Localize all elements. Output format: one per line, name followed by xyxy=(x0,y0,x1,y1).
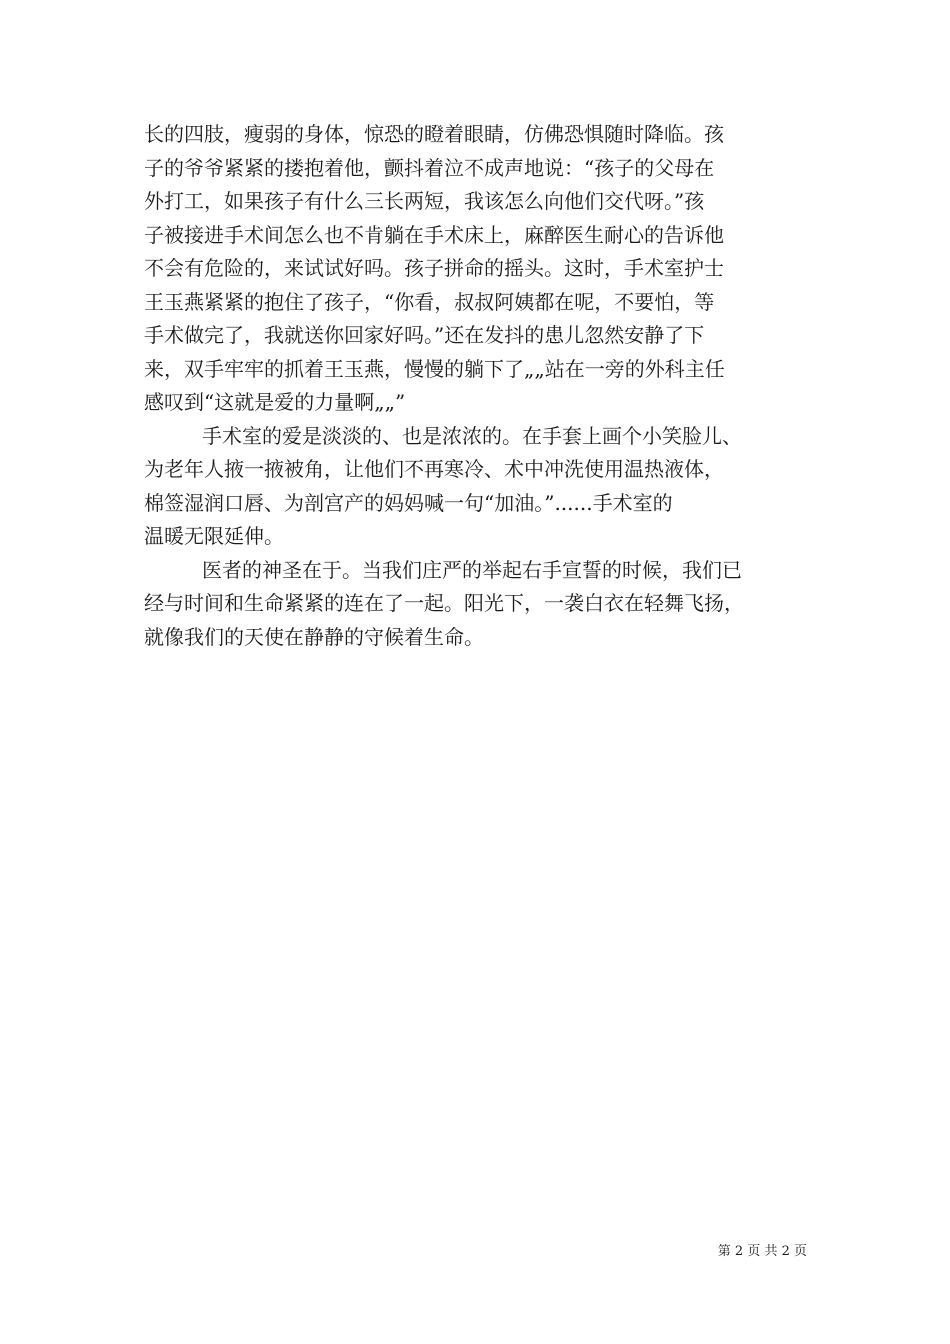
text-line: 不会有危险的，来试试好吗。孩子拼命的摇头。这时，手术室护士 xyxy=(144,256,724,280)
text-line: 王玉燕紧紧的抱住了孩子，“你看，叔叔阿姨都在呢，不要怕，等 xyxy=(144,289,715,314)
text-line: 手术做完了，我就送你回家好吗。”还在发抖的患儿忽然安静了下 xyxy=(144,323,705,347)
paragraph-first-line: 医者的神圣在于。当我们庄严的举起右手宣誓的时候，我们已 xyxy=(202,557,742,582)
document-body xyxy=(144,118,812,654)
text-line: 子被接进手术间怎么也不肯躺在手术床上，麻醉医生耐心的告诉他 xyxy=(144,222,724,247)
page-number-footer: 第 2 页 共 2 页 xyxy=(717,1244,807,1259)
paragraph-first-line: 手术室的爱是淡淡的、也是浓浓的。在手套上画个小笑脸儿、 xyxy=(202,423,742,448)
text-line: 经与时间和生命紧紧的连在了一起。阳光下，一袭白衣在轻舞飞扬， xyxy=(144,591,744,615)
text-line: 感叹到“这就是爱的力量啊„„” xyxy=(144,390,406,414)
text-line: 温暖无限延伸。 xyxy=(144,524,284,548)
text-line: 就像我们的天使在静静的守候着生命。 xyxy=(144,624,484,649)
text-line: 外打工，如果孩子有什么三长两短，我该怎么向他们交代呀。”孩 xyxy=(144,189,705,213)
text-line: 棉签湿润口唇、为剖宫产的妈妈喊一句“加油。”......手术室的 xyxy=(144,490,673,515)
text-line: 为老年人掖一掖被角，让他们不再寒冷、术中冲洗使用温热液体， xyxy=(144,457,724,481)
text-line: 来，双手牢牢的抓着王玉燕，慢慢的躺下了„„站在一旁的外科主任 xyxy=(144,356,725,381)
text-line: 长的四肢，瘦弱的身体，惊恐的瞪着眼睛，仿佛恐惧随时降临。孩 xyxy=(144,122,724,146)
text-line: 子的爷爷紧紧的搂抱着他，颤抖着泣不成声地说：“孩子的父母在 xyxy=(144,155,715,180)
